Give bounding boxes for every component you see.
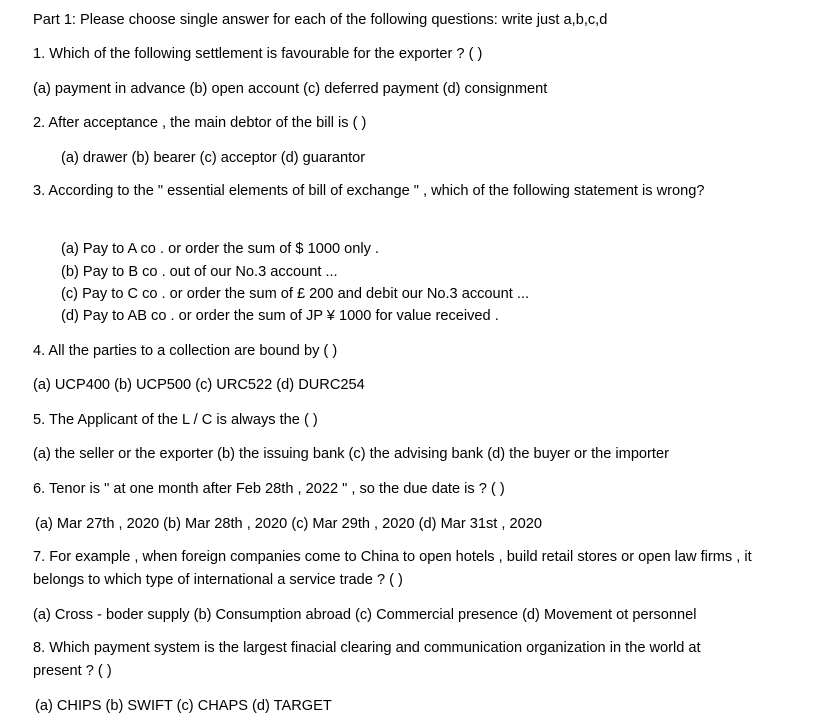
question-6-text: 6. Tenor is " at one month after Feb 28th , 2022 " , so the due date is ? ( ) [33,481,505,497]
question-2-options: (a) drawer (b) bearer (c) acceptor (d) guarantor [61,150,366,166]
question-1-text: 1. Which of the following settlement is favourable for the exporter ? ( ) [33,46,483,62]
question-3-option-b: (b) Pay to B co . out of our No.3 account ... [61,264,338,280]
question-3-option-a: (a) Pay to A co . or order the sum of $ 1000 only . [61,241,379,257]
question-1-options: (a) payment in advance (b) open account (c) deferred payment (d) consignment [33,81,548,97]
question-8-text: 8. Which payment system is the largest finacial clearing and communication organization in the world at present ? ( ) [33,640,701,679]
question-8-options: (a) CHIPS (b) SWIFT (c) CHAPS (d) TARGET [35,698,332,714]
question-7-text: 7. For example , when foreign companies come to China to open hotels , build retail stores or open law firms , it belongs to which type of international a service trade ? ( ) [33,549,752,588]
question-6-options: (a) Mar 27th , 2020 (b) Mar 28th , 2020 (c) Mar 29th , 2020 (d) Mar 31st , 2020 [35,516,542,532]
part-heading: Part 1: Please choose single answer for each of the following questions: write just a,b,c,d [33,12,608,28]
question-5-text: 5. The Applicant of the L / C is always the ( ) [33,412,318,428]
question-7-options: (a) Cross - boder supply (b) Consumption abroad (c) Commercial presence (d) Movement ot personnel [33,607,697,623]
question-3-option-d: (d) Pay to AB co . or order the sum of JP ¥ 1000 for value received . [61,308,499,324]
question-3-option-c: (c) Pay to C co . or order the sum of £ 200 and debit our No.3 account ... [61,286,530,302]
question-3-text: 3. According to the " essential elements of bill of exchange " , which of the following statement is wrong? [33,183,705,199]
question-4-text: 4. All the parties to a collection are bound by ( ) [33,343,338,359]
question-4-options: (a) UCP400 (b) UCP500 (c) URC522 (d) DURC254 [33,377,365,393]
question-2-text: 2. After acceptance , the main debtor of the bill is ( ) [33,115,367,131]
question-5-options: (a) the seller or the exporter (b) the issuing bank (c) the advising bank (d) the buyer or the importer [33,446,669,462]
